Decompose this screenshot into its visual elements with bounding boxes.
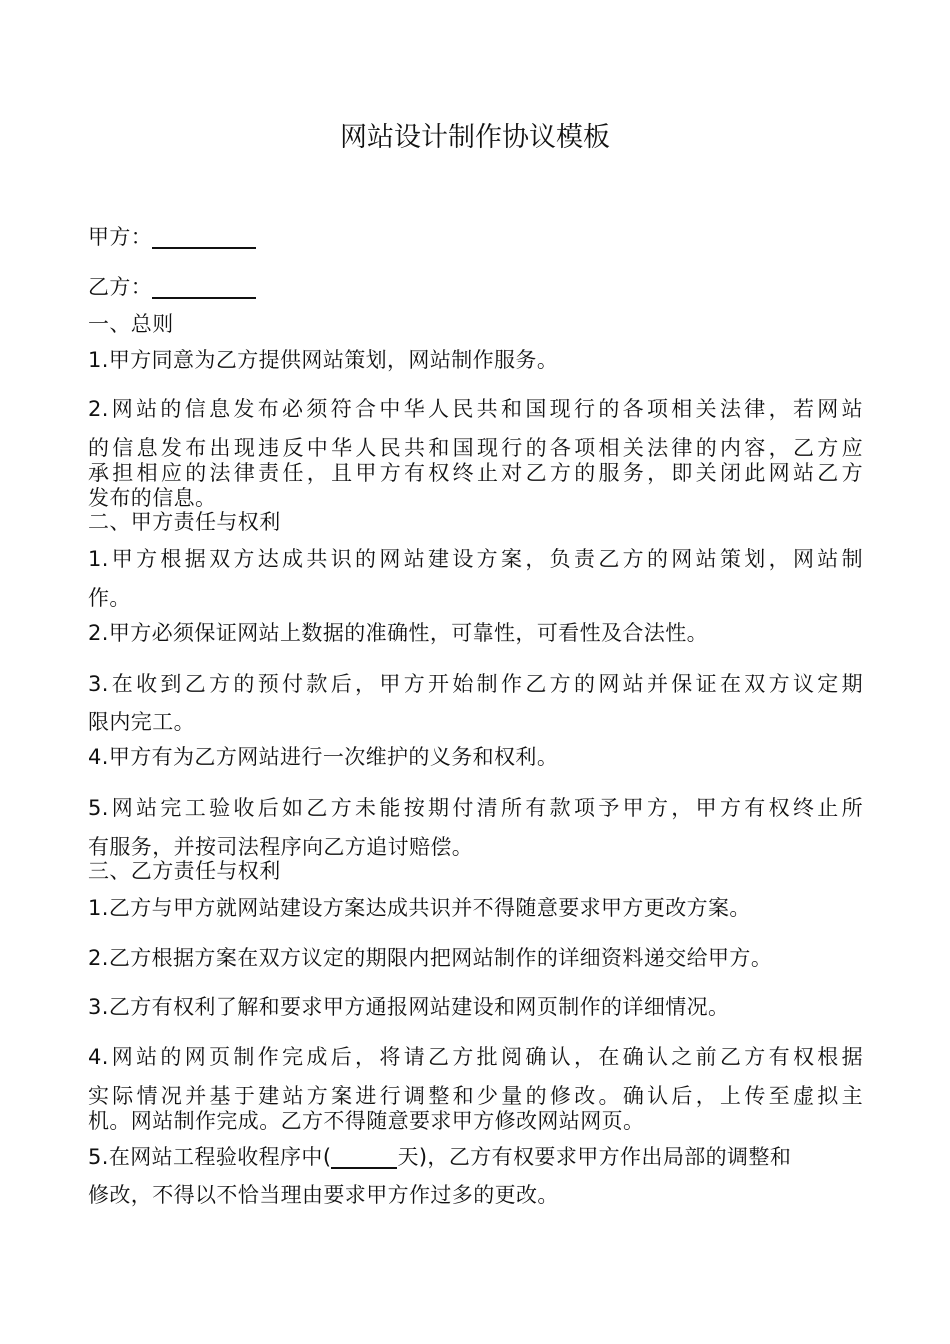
clause-1-1: 1.甲方同意为乙方提供网站策划，网站制作服务。 bbox=[88, 348, 559, 372]
section-heading-party-b: 三、乙方责任与权利 bbox=[88, 859, 281, 883]
clause-2-5-line-1: 5.网站完工验收后如乙方未能按期付清所有款项予甲方，甲方有权终止所 bbox=[88, 796, 863, 820]
party-b-line bbox=[88, 275, 863, 299]
clause-1-2-line-4: 发布的信息。 bbox=[88, 486, 217, 510]
clause-3-1: 1.乙方与甲方就网站建设方案达成共识并不得随意要求甲方更改方案。 bbox=[88, 896, 751, 920]
clause-3-4-line-1: 4.网站的网页制作完成后，将请乙方批阅确认，在确认之前乙方有权根据 bbox=[88, 1045, 863, 1069]
clause-2-3-line-1: 3.在收到乙方的预付款后，甲方开始制作乙方的网站并保证在双方议定期 bbox=[88, 672, 863, 696]
page-title: 网站设计制作协议模板 bbox=[340, 122, 610, 153]
clause-3-2: 2.乙方根据方案在双方议定的期限内把网站制作的详细资料递交给甲方。 bbox=[88, 946, 773, 970]
clause-3-3: 3.乙方有权利了解和要求甲方通报网站建设和网页制作的详细情况。 bbox=[88, 995, 730, 1019]
clause-3-5-line-1-part-a: 5.在网站工程验收程序中( bbox=[88, 1145, 332, 1169]
party-b-blank bbox=[152, 275, 256, 299]
clause-2-2: 2.甲方必须保证网站上数据的准确性，可靠性，可看性及合法性。 bbox=[88, 621, 709, 645]
clause-1-2-line-2: 的信息发布出现违反中华人民共和国现行的各项相关法律的内容，乙方应 bbox=[88, 436, 863, 460]
party-a-line bbox=[88, 225, 863, 249]
clause-3-5-line-1 bbox=[88, 1145, 863, 1169]
party-b-label: 乙方： bbox=[88, 275, 153, 299]
clause-3-4-line-3: 机。网站制作完成。乙方不得随意要求甲方修改网站网页。 bbox=[88, 1109, 645, 1133]
days-blank bbox=[331, 1145, 397, 1169]
clause-1-2-line-1: 2.网站的信息发布必须符合中华人民共和国现行的各项相关法律，若网站 bbox=[88, 397, 863, 421]
section-heading-general: 一、总则 bbox=[88, 312, 174, 336]
clause-2-4: 4.甲方有为乙方网站进行一次维护的义务和权利。 bbox=[88, 745, 559, 769]
clause-2-1-line-2: 作。 bbox=[88, 586, 131, 610]
clause-2-1-line-1: 1.甲方根据双方达成共识的网站建设方案，负责乙方的网站策划，网站制 bbox=[88, 547, 863, 571]
party-a-label: 甲方： bbox=[88, 225, 153, 249]
clause-2-3-line-2: 限内完工。 bbox=[88, 710, 195, 734]
clause-3-5-line-2: 修改，不得以不恰当理由要求甲方作过多的更改。 bbox=[88, 1183, 559, 1207]
clause-1-2-line-3: 承担相应的法律责任，且甲方有权终止对乙方的服务，即关闭此网站乙方 bbox=[88, 461, 863, 485]
section-heading-party-a: 二、甲方责任与权利 bbox=[88, 510, 281, 534]
clause-3-4-line-2: 实际情况并基于建站方案进行调整和少量的修改。确认后，上传至虚拟主 bbox=[88, 1084, 863, 1108]
clause-3-5-line-1-part-b: 天)，乙方有权要求甲方作出局部的调整和 bbox=[397, 1145, 792, 1169]
party-a-blank bbox=[152, 225, 256, 249]
clause-2-5-line-2: 有服务，并按司法程序向乙方追讨赔偿。 bbox=[88, 835, 474, 859]
